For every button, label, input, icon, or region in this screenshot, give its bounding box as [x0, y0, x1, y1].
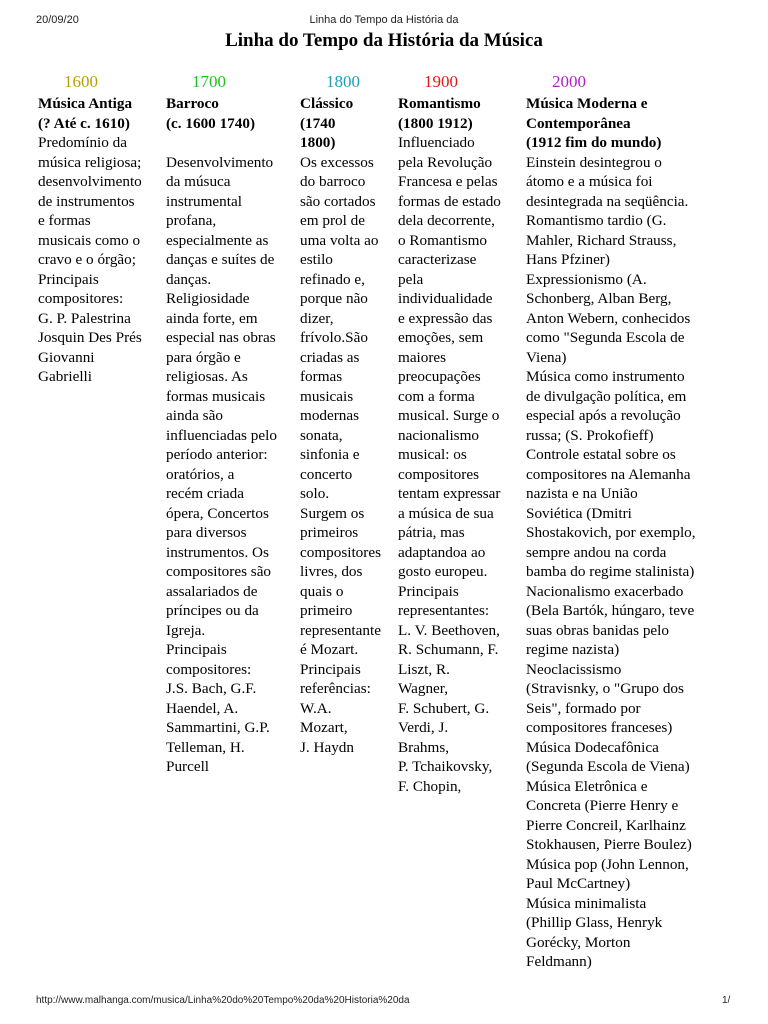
period-title-line: Música Antiga: [38, 95, 133, 112]
period-title-line: 1800): [300, 134, 336, 151]
period-title-line: Música Moderna e: [526, 95, 648, 112]
period-description: [300, 153, 381, 758]
period-title-line: (1740: [300, 114, 336, 132]
text-line: pela Revolução: [398, 153, 493, 171]
period-title-line: Contemporânea: [526, 114, 631, 132]
text-line: L. V. Beethoven,: [398, 621, 500, 639]
text-line: (Segunda Escola de Viena): [526, 758, 690, 775]
text-line: danças e suítes de: [166, 251, 275, 268]
text-line: (Phillip Glass, Henryk: [526, 914, 663, 931]
print-header-title: Linha do Tempo da História da: [309, 14, 459, 26]
text-line: P. Tchaikovsky,: [398, 758, 493, 775]
text-line: criadas as: [300, 348, 360, 366]
text-line: Controle estatal sobre os: [526, 446, 676, 463]
text-line: emoções, sem: [398, 329, 484, 346]
text-line: Seis", formado por: [526, 699, 641, 717]
text-line: ainda forte, em: [166, 309, 258, 327]
text-line: é Mozart.: [300, 641, 359, 658]
text-line: refinado e,: [300, 270, 365, 288]
text-line: recém criada: [166, 485, 244, 502]
year-1900: 1900: [424, 72, 458, 91]
year-1700: 1700: [192, 72, 226, 91]
text-line: Sammartini, G.P.: [166, 719, 270, 736]
text-line: W.A.: [300, 699, 332, 717]
text-line: e formas: [38, 212, 91, 229]
text-line: [166, 133, 277, 153]
text-line: russa; (S. Prokofieff): [526, 426, 654, 444]
text-line: Brahms,: [398, 738, 450, 756]
text-line: Giovanni: [38, 348, 95, 366]
text-line: referências:: [300, 680, 371, 697]
text-line: Principais: [300, 660, 361, 678]
text-line: Telleman, H.: [166, 738, 245, 756]
text-line: compositores são: [166, 563, 272, 580]
text-line: para órgão e: [166, 348, 241, 366]
text-line: tentam expressar: [398, 485, 501, 502]
text-line: compositores:: [166, 660, 252, 678]
text-line: Concreta (Pierre Henry e: [526, 797, 679, 814]
text-line: concerto: [300, 465, 353, 483]
text-line: G. P. Palestrina: [38, 309, 131, 327]
text-line: solo.: [300, 485, 330, 502]
text-line: Pierre Concreil, Karlhainz: [526, 816, 686, 834]
text-line: Liszt, R.: [398, 660, 450, 678]
text-line: porque não: [300, 290, 368, 307]
period-title: [526, 94, 696, 153]
text-line: Principais: [398, 582, 459, 600]
period-title-line: (? Até c. 1610): [38, 114, 130, 132]
text-line: uma volta ao: [300, 231, 379, 249]
text-line: compositores na Alemanha: [526, 465, 691, 483]
text-line: Predomínio da: [38, 134, 128, 151]
text-line: caracterizase: [398, 251, 477, 268]
text-line: profana,: [166, 212, 217, 229]
year-1600: 1600: [64, 72, 98, 91]
text-line: Música como instrumento: [526, 368, 685, 385]
text-line: Música Dodecafônica: [526, 738, 659, 756]
text-line: sonata,: [300, 426, 343, 444]
text-line: Soviética (Dmitri: [526, 504, 632, 522]
text-line: gosto europeu.: [398, 563, 488, 580]
text-line: ópera, Concertos: [166, 504, 269, 522]
text-line: influenciadas pelo: [166, 426, 277, 444]
text-line: átomo e a música foi: [526, 173, 653, 190]
text-line: Gabrielli: [38, 368, 92, 385]
text-line: livres, dos: [300, 563, 363, 580]
text-line: especial nas obras: [166, 329, 276, 346]
text-line: primeiros: [300, 524, 359, 541]
text-line: sempre andou na corda: [526, 543, 667, 561]
text-line: Hans Pfziner): [526, 251, 610, 268]
text-line: especialmente as: [166, 231, 269, 249]
text-line: regime nazista): [526, 641, 620, 658]
text-line: o Romantismo: [398, 231, 488, 249]
text-line: compositores:: [38, 290, 124, 307]
text-line: estilo: [300, 251, 333, 268]
text-line: em prol de: [300, 212, 365, 229]
text-line: pátria, mas: [398, 524, 465, 541]
text-line: Nacionalismo exacerbado: [526, 582, 684, 600]
text-line: Romantismo tardio (G.: [526, 212, 667, 229]
text-line: F. Schubert, G.: [398, 699, 490, 717]
text-line: Música Eletrônica e: [526, 777, 648, 795]
text-line: J.S. Bach, G.F.: [166, 680, 257, 697]
text-line: desintegrada na seqüência.: [526, 192, 689, 210]
text-line: maiores: [398, 348, 447, 366]
text-line: preocupações: [398, 368, 481, 385]
text-line: F. Chopin,: [398, 777, 462, 795]
year-2000: 2000: [552, 72, 586, 91]
text-line: com a forma: [398, 387, 475, 405]
text-line: de instrumentos: [38, 192, 135, 210]
text-line: representante: [300, 621, 381, 639]
period-title-line: (c. 1600 1740): [166, 114, 255, 132]
text-line: Francesa e pelas: [398, 173, 498, 190]
text-line: Principais: [166, 641, 227, 658]
period-description: [166, 133, 277, 777]
text-line: instrumentos. Os: [166, 543, 269, 561]
text-line: período anterior:: [166, 446, 268, 463]
text-line: danças.: [166, 270, 212, 288]
text-line: musicais: [300, 387, 354, 405]
period-description: [38, 133, 142, 387]
text-line: Verdi, J.: [398, 719, 449, 736]
page-title: Linha do Tempo da História da Música: [225, 30, 543, 51]
text-line: nazista e na União: [526, 485, 638, 502]
period-title: [38, 94, 142, 133]
text-line: Os excessos: [300, 153, 374, 171]
text-line: R. Schumann, F.: [398, 641, 499, 658]
text-line: frívolo.São: [300, 329, 368, 346]
text-line: bamba do regime stalinista): [526, 563, 695, 580]
text-line: Mahler, Richard Strauss,: [526, 231, 677, 249]
period-title: [398, 94, 501, 133]
text-line: Neoclacissismo: [526, 660, 622, 678]
text-line: Música pop (John Lennon,: [526, 855, 689, 873]
text-line: Expressionismo (A.: [526, 270, 647, 288]
text-line: Igreja.: [166, 621, 206, 639]
text-line: Surgem os: [300, 504, 365, 522]
text-line: Influenciado: [398, 134, 475, 151]
text-line: dela decorrente,: [398, 212, 495, 229]
text-line: como "Segunda Escola de: [526, 329, 685, 346]
column-romantismo: [398, 72, 501, 796]
print-date: 20/09/20: [36, 14, 79, 26]
period-title: [166, 94, 277, 133]
text-line: Schonberg, Alban Berg,: [526, 290, 672, 307]
text-line: quais o: [300, 582, 344, 600]
column-musica-moderna: [526, 72, 696, 972]
text-line: Stokhausen, Pierre Boulez): [526, 836, 692, 853]
text-line: oratórios, a: [166, 465, 235, 483]
text-line: modernas: [300, 407, 360, 424]
text-line: formas musicais: [166, 387, 266, 405]
text-line: formas: [300, 368, 343, 385]
text-line: da músuca: [166, 173, 231, 190]
text-line: Religiosidade: [166, 290, 250, 307]
text-line: religiosas. As: [166, 368, 248, 385]
text-line: Gorécky, Morton: [526, 933, 631, 951]
text-line: pela: [398, 270, 424, 288]
text-line: especial após a revolução: [526, 407, 681, 424]
text-line: são cortados: [300, 192, 376, 210]
text-line: Viena): [526, 348, 567, 366]
text-line: musicais como o: [38, 231, 141, 249]
period-title-line: Romantismo: [398, 95, 481, 112]
text-line: música religiosa;: [38, 153, 142, 171]
text-line: Josquin Des Prés: [38, 329, 142, 346]
column-barroco: [166, 72, 277, 777]
text-line: cravo e o órgão;: [38, 251, 136, 268]
period-title-line: Clássico: [300, 95, 354, 112]
text-line: representantes:: [398, 602, 490, 619]
text-line: musical. Surge o: [398, 407, 500, 424]
text-line: formas de estado: [398, 192, 501, 210]
footer-url: http://www.malhanga.com/musica/Linha%20do%20Tempo%20da%20Historia%20da: [36, 995, 410, 1006]
text-line: dizer,: [300, 309, 334, 327]
page-number: 1/: [722, 995, 731, 1006]
period-description: [526, 153, 696, 972]
text-line: e expressão das: [398, 309, 493, 327]
column-classico: [300, 72, 381, 757]
period-title-line: (1800 1912): [398, 114, 473, 132]
text-line: Shostakovich, por exemplo,: [526, 524, 696, 541]
period-title-line: (1912 fim do mundo): [526, 134, 662, 151]
text-line: Principais: [38, 270, 99, 288]
period-title-line: Barroco: [166, 95, 219, 112]
text-line: desenvolvimento: [38, 173, 142, 190]
text-line: suas obras banidas pelo: [526, 621, 669, 639]
text-line: Música minimalista: [526, 894, 647, 912]
text-line: Mozart,: [300, 719, 348, 736]
text-line: (Stravisnky, o "Grupo dos: [526, 680, 684, 697]
text-line: Paul McCartney): [526, 875, 631, 892]
period-title: [300, 94, 381, 153]
text-line: assalariados de: [166, 582, 258, 600]
text-line: Haendel, A.: [166, 699, 239, 717]
text-line: de divulgação política, em: [526, 387, 687, 405]
text-line: adaptandoa ao: [398, 543, 486, 561]
text-line: Desenvolvimento: [166, 153, 274, 171]
text-line: nacionalismo: [398, 426, 479, 444]
text-line: (Bela Bartók, húngaro, teve: [526, 602, 695, 619]
text-line: compositores: [398, 465, 479, 483]
text-line: instrumental: [166, 192, 242, 210]
text-line: musical: os: [398, 446, 467, 463]
text-line: Feldmann): [526, 953, 592, 970]
text-line: ainda são: [166, 407, 223, 424]
text-line: Wagner,: [398, 680, 449, 697]
text-line: Purcell: [166, 758, 210, 775]
text-line: compositores franceses): [526, 719, 673, 736]
text-line: Einstein desintegrou o: [526, 153, 662, 171]
text-line: a música de sua: [398, 504, 494, 522]
text-line: J. Haydn: [300, 738, 354, 756]
column-musica-antiga: [38, 72, 142, 387]
text-line: primeiro: [300, 602, 353, 619]
year-1800: 1800: [326, 72, 360, 91]
text-line: sinfonia e: [300, 446, 360, 463]
text-line: compositores: [300, 543, 381, 561]
text-line: para diversos: [166, 524, 247, 541]
period-description: [398, 133, 501, 796]
text-line: príncipes ou da: [166, 602, 259, 619]
text-line: individualidade: [398, 290, 493, 307]
text-line: Anton Webern, conhecidos: [526, 309, 691, 327]
text-line: do barroco: [300, 173, 366, 190]
